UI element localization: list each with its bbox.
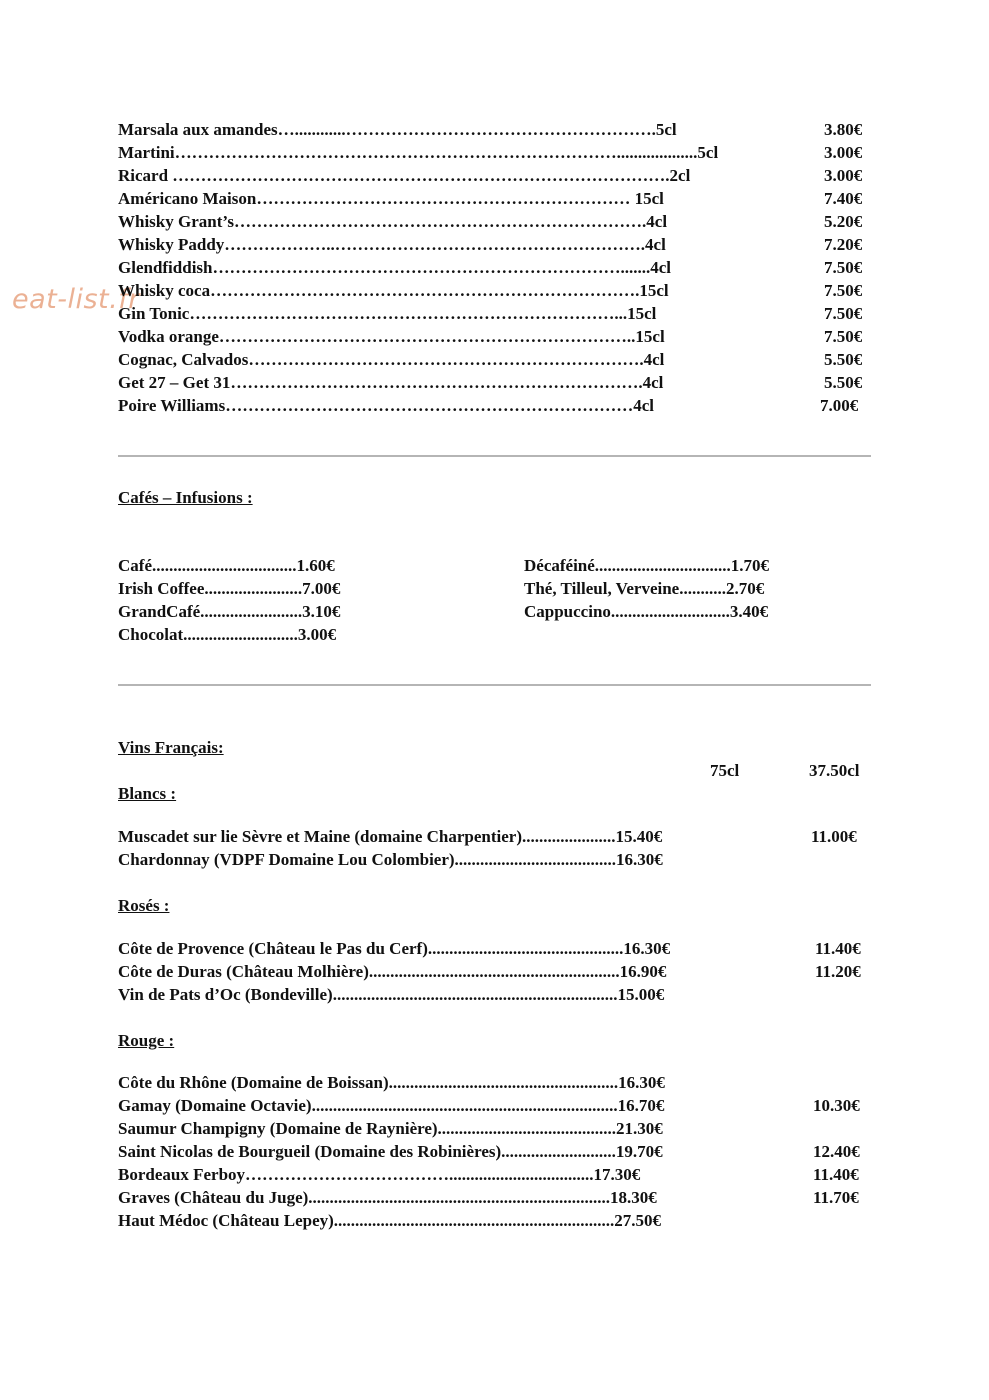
item-price: 7.20€	[824, 235, 863, 254]
column-header-37cl: 37.50cl	[809, 761, 860, 780]
list-item: Cognac, Calvados…………………………………………………………….4cl	[118, 350, 665, 369]
list-item: Thé, Tilleul, Verveine...........2.70€	[524, 579, 765, 598]
item-price-half: 11.40€	[813, 1165, 859, 1184]
item-price-half: 11.00€	[811, 827, 857, 846]
list-item: Gin Tonic…………………………………………………………………...15cl	[118, 304, 657, 323]
list-item: Whisky coca………………………………………………………………….15cl	[118, 281, 669, 300]
list-item: Poire Williams………………………………………………………………4cl	[118, 396, 654, 415]
item-price-half: 11.20€	[815, 962, 861, 981]
list-item: Américano Maison………………………………………………………… 15cl	[118, 189, 664, 208]
list-item: Gamay (Domaine Octavie)........................................................................16.70€	[118, 1096, 665, 1115]
list-item: Glendfiddish……………………………………………………………….......4cl	[118, 258, 672, 277]
list-item: Saint Nicolas de Bourgueil (Domaine des Robinières)...........................19.70€	[118, 1142, 663, 1161]
list-item: Vodka orange………………………………………………………………..15cl	[118, 327, 665, 346]
list-item: Cappuccino............................3.40€	[524, 602, 769, 621]
item-price-half: 12.40€	[813, 1142, 860, 1161]
watermark: eat-list.fr	[12, 284, 140, 315]
list-item: GrandCafé........................3.10€	[118, 602, 341, 621]
item-price: 3.80€	[824, 120, 863, 139]
section-title-cafes: Cafés – Infusions :	[118, 488, 253, 507]
list-item: Décaféiné................................1.70€	[524, 556, 770, 575]
item-price: 7.40€	[824, 189, 863, 208]
item-price: 7.00€	[820, 396, 859, 415]
item-price: 5.20€	[824, 212, 863, 231]
list-item: Chardonnay (VDPF Domaine Lou Colombier)......................................16.30€	[118, 850, 663, 869]
list-item: Graves (Château du Juge).......................................................................18.30€	[118, 1188, 657, 1207]
item-price: 5.50€	[824, 350, 863, 369]
section-title-vins: Vins Français:	[118, 738, 224, 757]
item-price: 7.50€	[824, 258, 863, 277]
item-price: 3.00€	[824, 166, 863, 185]
subsection-title-blancs: Blancs :	[118, 784, 177, 803]
list-item: Ricard …………………………………………………………………………….2cl	[118, 166, 691, 185]
item-price: 3.00€	[824, 143, 863, 162]
list-item: Martini……………………………………………………………………...................5cl	[118, 143, 719, 162]
item-price-half: 11.40€	[815, 939, 861, 958]
list-item: Côte du Rhône (Domaine de Boissan)......................................................16.30€	[118, 1073, 665, 1092]
list-item: Vin de Pats d’Oc (Bondeville)...................................................................15.00€	[118, 985, 665, 1004]
item-price-half: 10.30€	[813, 1096, 860, 1115]
list-item: Côte de Duras (Château Molhière)...........................................................16.90€	[118, 962, 667, 981]
item-price-half: 11.70€	[813, 1188, 859, 1207]
subsection-title-roses: Rosés :	[118, 896, 170, 915]
column-header-75cl: 75cl	[710, 761, 740, 780]
list-item: Marsala aux amandes…............……………………………………………….5cl	[118, 120, 677, 139]
item-price: 5.50€	[824, 373, 863, 392]
section-divider	[118, 684, 871, 686]
list-item: Muscadet sur lie Sèvre et Maine (domaine Charpentier)......................15.40€	[118, 827, 663, 846]
list-item: Whisky Paddy………………..……………………………………………….4cl	[118, 235, 666, 254]
list-item: Irish Coffee.......................7.00€	[118, 579, 341, 598]
list-item: Whisky Grant’s……………………………………………………………….4cl	[118, 212, 668, 231]
item-price: 7.50€	[824, 304, 863, 323]
item-price: 7.50€	[824, 327, 863, 346]
subsection-title-rouge: Rouge :	[118, 1031, 175, 1050]
list-item: Get 27 – Get 31……………………………………………………………….4cl	[118, 373, 664, 392]
list-item: Bordeaux Ferboy………………………………..................................17.30€	[118, 1165, 641, 1184]
list-item: Café..................................1.60€	[118, 556, 335, 575]
list-item: Haut Médoc (Château Lepey)..................................................................27.50€	[118, 1211, 662, 1230]
list-item: Saumur Champigny (Domaine de Raynière)..........................................21.30€	[118, 1119, 663, 1138]
list-item: Côte de Provence (Château le Pas du Cerf)..............................................16.30€	[118, 939, 671, 958]
item-price: 7.50€	[824, 281, 863, 300]
section-divider	[118, 455, 871, 457]
list-item: Chocolat...........................3.00€	[118, 625, 337, 644]
